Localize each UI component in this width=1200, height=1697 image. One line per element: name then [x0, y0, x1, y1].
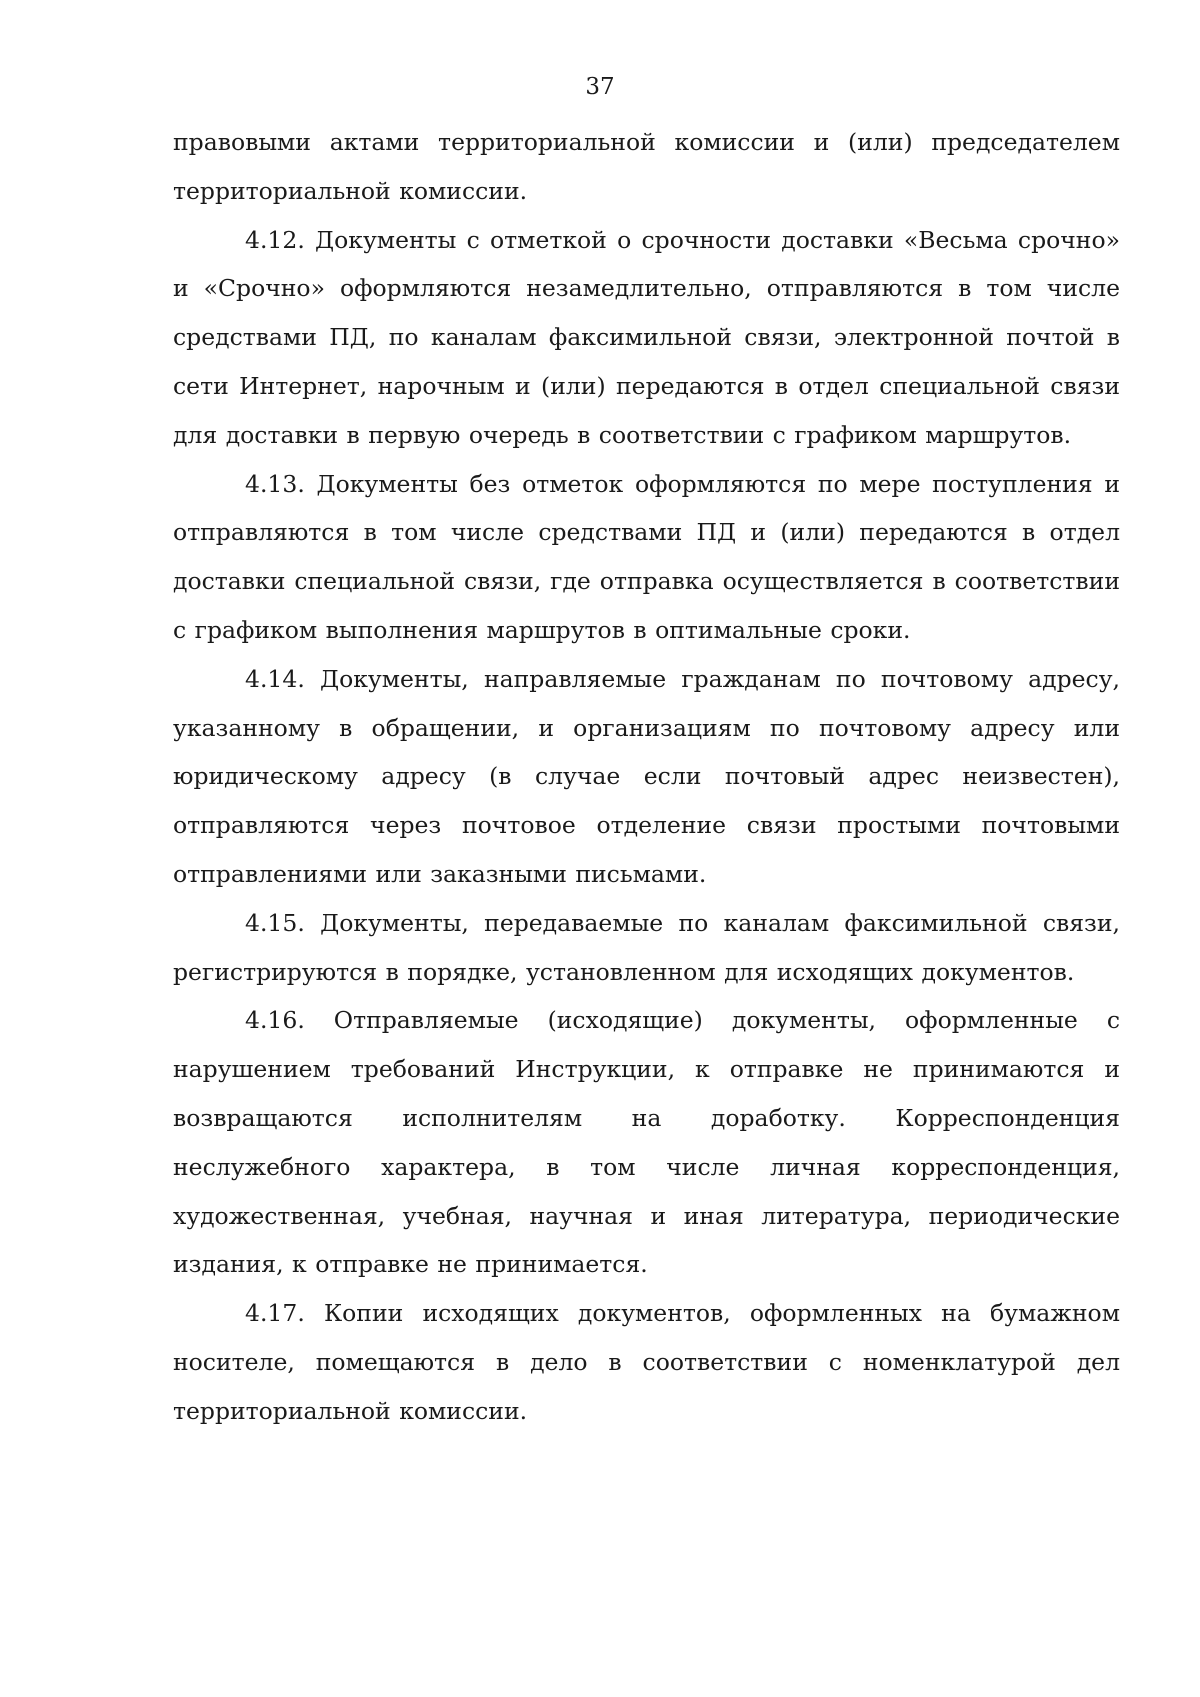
paragraph-4-14: 4.14. Документы, направляемые гражданам по почтовому адресу, указанному в обращении, и организациям по почтовому адресу или юридическому адресу (в случае если почтовый адрес неизвестен), отправляются через почтовое отделение связи простыми почтовыми отправлениями или заказными письмами.	[173, 664, 1120, 888]
paragraph-4-12: 4.12. Документы с отметкой о срочности доставки «Весьма срочно» и «Срочно» оформляются незамедлительно, отправляются в том числе средствами ПД, по каналам факсимильной связи, электронной почтой в сети Интернет, нарочным и (или) передаются в отдел специальной связи для доставки в первую очередь в соответствии с графиком маршрутов.	[173, 225, 1120, 449]
paragraph-4-13: 4.13. Документы без отметок оформляются по мере поступления и отправляются в том числе средствами ПД и (или) передаются в отдел доставки специальной связи, где отправка осуществляется в соответствии с графиком выполнения маршрутов в оптимальные сроки.	[173, 469, 1120, 644]
paragraph-4-15: 4.15. Документы, передаваемые по каналам факсимильной связи, регистрируются в порядке, установленном для исходящих документов.	[173, 908, 1120, 986]
page-number: 37	[585, 74, 615, 100]
paragraph-continuation: правовыми актами территориальной комиссии и (или) председателем территориальной комиссии.	[173, 128, 1120, 205]
document-body	[173, 118, 1120, 1436]
paragraph-4-16: 4.16. Отправляемые (исходящие) документы, оформленные с нарушением требований Инструкции, к отправке не принимаются и возвращаются исполнителям на доработку. Корреспонденция неслужебного характера, в том числе личная корреспонденция, художественная, учебная, научная и иная литература, периодические издания, к отправке не принимается.	[173, 1006, 1120, 1279]
paragraph-4-17: 4.17. Копии исходящих документов, оформленных на бумажном носителе, помещаются в дело в соответствии с номенклатурой дел территориальной комиссии.	[173, 1299, 1120, 1425]
